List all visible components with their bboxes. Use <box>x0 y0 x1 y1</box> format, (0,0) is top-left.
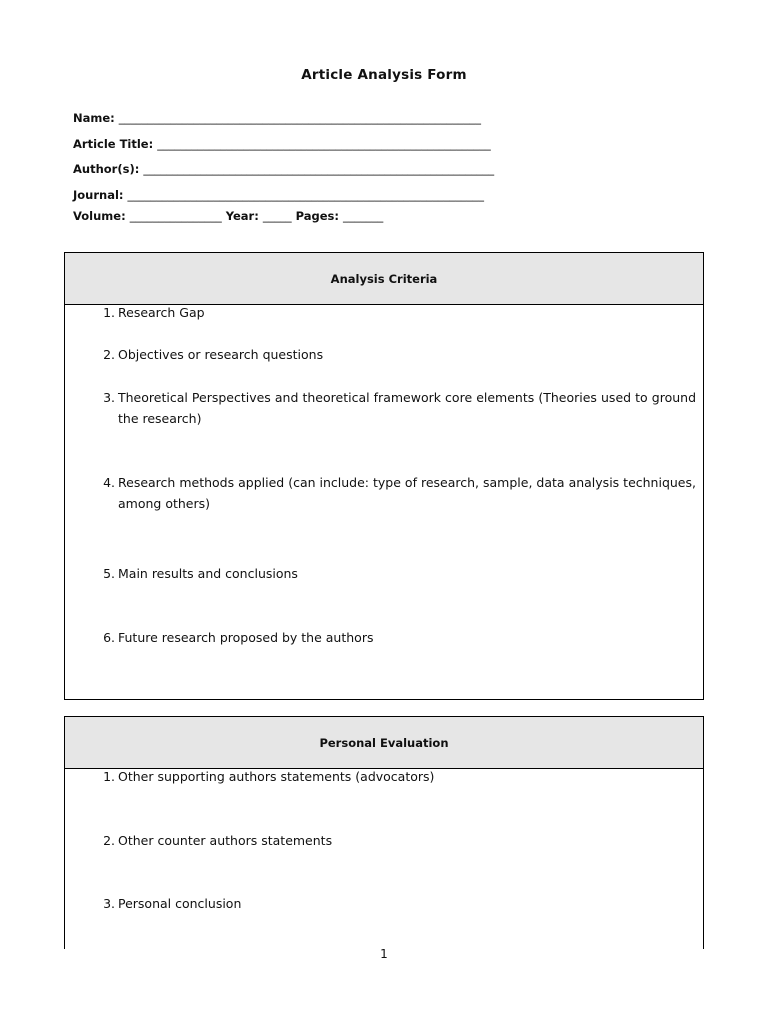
name-field[interactable] <box>73 111 481 125</box>
volume-line[interactable]: ________________ <box>129 209 222 223</box>
authors-line: _____________________________________________________________ <box>143 162 495 176</box>
personal-evaluation-heading: Personal Evaluation <box>65 717 703 769</box>
authors-label: Author(s): <box>73 162 140 176</box>
volume-year-pages-row <box>73 209 383 223</box>
item-number: 6. <box>103 630 115 645</box>
item-number: 5. <box>103 566 115 581</box>
item-number: 4. <box>103 475 115 490</box>
journal-label: Journal: <box>73 188 124 202</box>
item-text: Other counter authors statements <box>118 833 333 848</box>
article-title-label: Article Title: <box>73 137 154 151</box>
pages-label: Pages: <box>295 209 339 223</box>
page-title: Article Analysis Form <box>301 67 467 83</box>
name-label: Name: <box>73 111 115 125</box>
item-text: Theoretical Perspectives and theoretical framework core elements (Theories used to ground the research) <box>118 390 696 426</box>
year-line[interactable]: _____ <box>262 209 292 223</box>
journal-line: ______________________________________________________________ <box>127 188 485 202</box>
journal-field[interactable] <box>73 188 484 202</box>
personal-evaluation-box <box>64 716 704 949</box>
analysis-criteria-box <box>64 252 704 700</box>
item-text: Personal conclusion <box>118 896 242 911</box>
year-label: Year: <box>225 209 259 223</box>
item-number: 2. <box>103 347 115 362</box>
item-text: Objectives or research questions <box>118 347 324 362</box>
item-text: Research Gap <box>118 305 205 320</box>
item-number: 1. <box>103 305 115 320</box>
item-text: Other supporting authors statements (advocators) <box>118 769 435 784</box>
analysis-criteria-heading: Analysis Criteria <box>65 253 703 305</box>
article-title-line: __________________________________________________________ <box>157 137 491 151</box>
volume-label: Volume: <box>73 209 126 223</box>
name-line: _______________________________________________________________ <box>118 111 482 125</box>
item-number: 1. <box>103 769 115 784</box>
item-text: Research methods applied (can include: type of research, sample, data analysis techniques, among others) <box>118 475 696 511</box>
item-number: 3. <box>103 896 115 911</box>
item-number: 2. <box>103 833 115 848</box>
item-text: Future research proposed by the authors <box>118 630 374 645</box>
pages-line[interactable]: _______ <box>342 209 384 223</box>
article-title-field[interactable] <box>73 137 491 151</box>
page-number: 1 <box>380 947 388 961</box>
authors-field[interactable] <box>73 162 494 176</box>
item-text: Main results and conclusions <box>118 566 298 581</box>
item-number: 3. <box>103 390 115 405</box>
